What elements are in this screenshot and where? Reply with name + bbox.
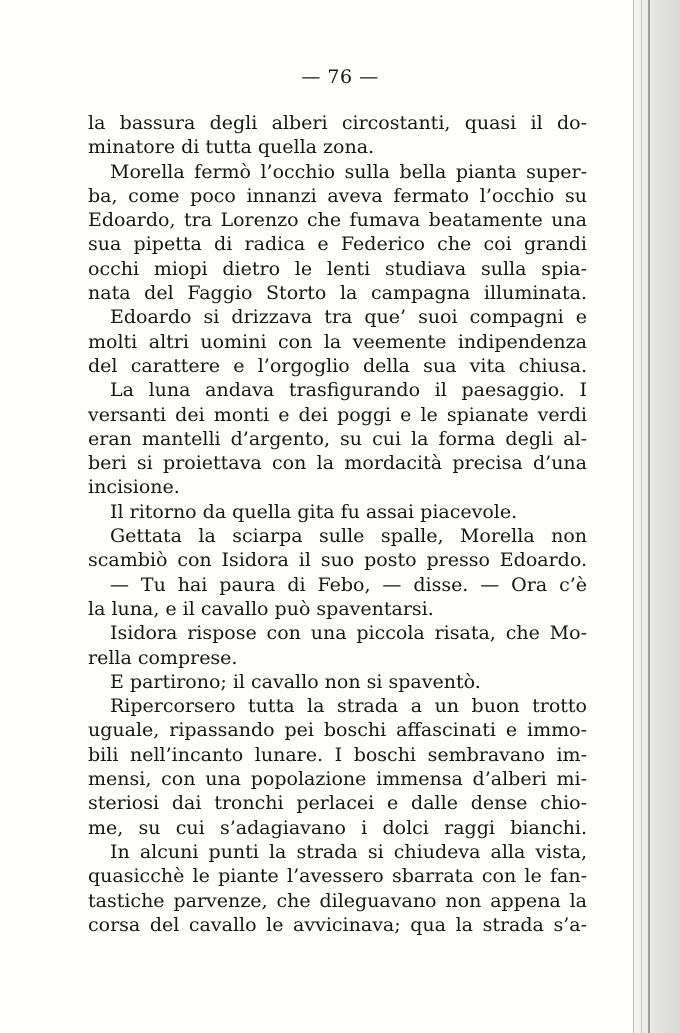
text-line: occhi miopi dietro le lenti studiava sulla spia-: [88, 257, 587, 280]
text-line: — Tu hai paura di Febo, — disse. — Ora c’è: [110, 573, 587, 596]
text-line: incisione.: [88, 476, 180, 499]
text-line: beri si proiettava con la mordacità precisa d’una: [88, 452, 587, 475]
text-line: corsa del cavallo le avvicinava; qua la strada s’a-: [88, 913, 587, 936]
text-line: Isidora rispose con una piccola risata, che Mo-: [110, 622, 587, 645]
text-line: E partirono; il cavallo non si spaventò.: [110, 670, 481, 693]
text-line: steriosi dai tronchi perlacei e dalle dense chio-: [88, 792, 587, 815]
text-line: del carattere e l’orgoglio della sua vita chiusa.: [88, 354, 587, 377]
page-edge-line-inner: [641, 0, 642, 1033]
text-line: uguale, ripassando pei boschi affascinati e immo-: [88, 719, 587, 742]
text-line: Il ritorno da quella gita fu assai piacevole.: [110, 500, 518, 523]
text-line: In alcuni punti la strada si chiudeva alla vista,: [110, 840, 587, 863]
text-line: quasicchè le piante l’avessero sbarrata con le fan-: [88, 865, 587, 888]
text-line: sua pipetta di radica e Federico che coi grandi: [88, 233, 587, 256]
text-line: Ripercorsero tutta la strada a un buon trotto: [110, 695, 587, 718]
text-line: molti altri uomini con la veemente indipendenza: [88, 330, 587, 353]
page-number: — 76 —: [301, 66, 379, 88]
text-line: rella comprese.: [88, 646, 238, 669]
text-line: tastiche parvenze, che dileguavano non appena la: [88, 889, 587, 912]
text-line: versanti dei monti e dei poggi e le spianate verdi: [88, 403, 587, 426]
page-edge-line: [648, 0, 650, 1033]
text-line: Morella fermò l’occhio sulla bella pianta super-: [110, 160, 587, 183]
text-line: minatore di tutta quella zona.: [88, 136, 375, 159]
body-text: [88, 111, 587, 937]
text-line: la luna, e il cavallo può spaventarsi.: [88, 597, 434, 620]
text-line: mensi, con una popolazione immensa d’alberi mi-: [88, 768, 587, 791]
text-line: Edoardo si drizzava tra que’ suoi compagni e: [110, 306, 587, 329]
text-line: eran mantelli d’argento, su cui la forma degli al-: [88, 427, 587, 450]
text-line: bili nell’incanto lunare. I boschi sembravano im-: [88, 743, 587, 766]
text-line: scambiò con Isidora il suo posto presso Edoardo.: [88, 549, 587, 572]
text-line: Edoardo, tra Lorenzo che fumava beatamente una: [88, 209, 587, 232]
text-line: Gettata la sciarpa sulle spalle, Morella non: [110, 525, 587, 548]
text-line: me, su cui s’adagiavano i dolci raggi bianchi.: [88, 816, 587, 839]
text-line: La luna andava trasfigurando il paesaggio. I: [110, 379, 587, 402]
text-line: nata del Faggio Storto la campagna illuminata.: [88, 282, 587, 305]
text-line: ba, come poco innanzi aveva fermato l’occhio su: [88, 184, 587, 207]
text-line: la bassura degli alberi circostanti, quasi il do-: [88, 112, 587, 134]
